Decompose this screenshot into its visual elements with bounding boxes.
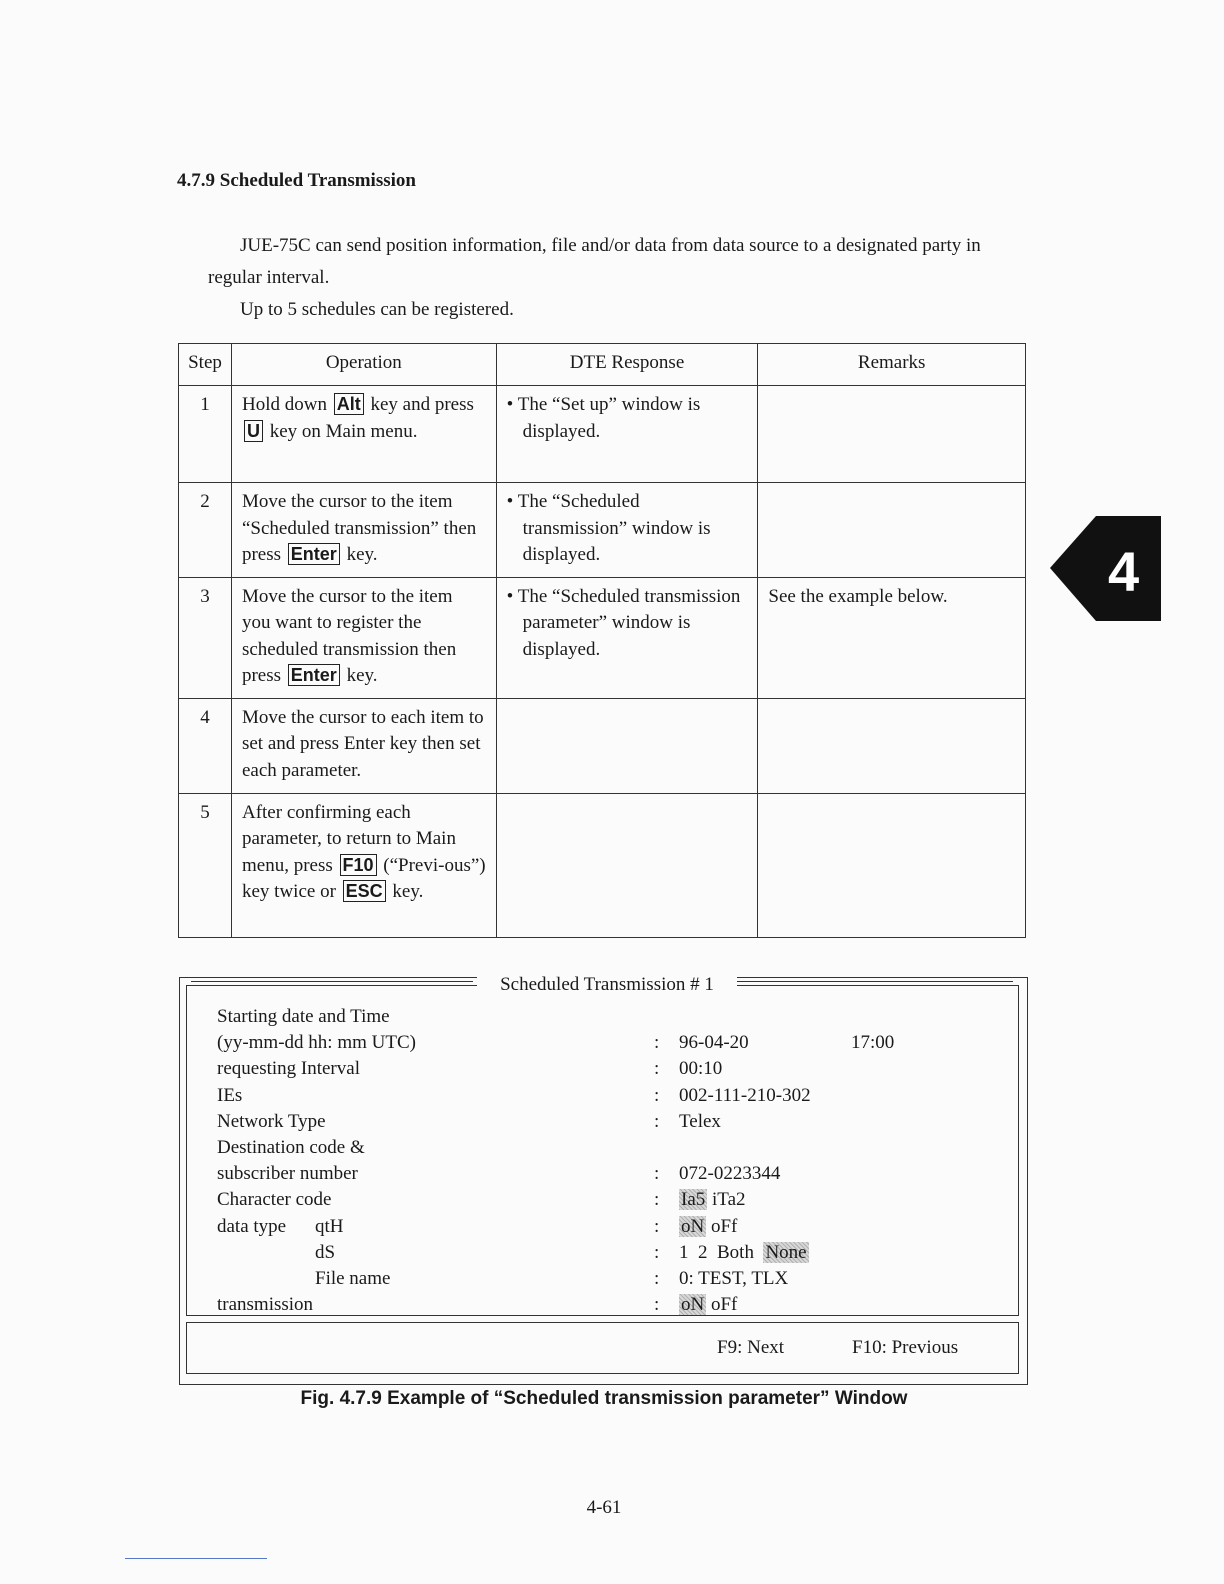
- destination-code-label: Destination code &: [217, 1136, 365, 1158]
- parameter-row[interactable]: [217, 1292, 997, 1318]
- window-footer: [186, 1322, 1019, 1374]
- response-cell: [496, 577, 758, 698]
- title-rule-right: [731, 977, 1013, 982]
- step-number: 4: [179, 698, 232, 793]
- remarks-cell: [758, 698, 1026, 793]
- option-1[interactable]: 1: [679, 1241, 689, 1263]
- intro-text: JUE-75C can send position information, file and/or data from data source to a designated party in regular interval.: [208, 235, 981, 288]
- option-off[interactable]: oFf: [710, 1215, 738, 1237]
- colon: :: [654, 1241, 660, 1263]
- parameter-row: [217, 1004, 997, 1030]
- header-operation: Operation: [231, 344, 496, 386]
- ies-value[interactable]: 002-111-210-302: [679, 1084, 811, 1106]
- remarks-cell: [758, 386, 1026, 483]
- response-bullet: • The “Scheduled transmission parameter” window is displayed.: [506, 585, 741, 660]
- parameter-row[interactable]: [217, 1240, 997, 1266]
- scheduled-transmission-window: [179, 974, 1028, 1385]
- colon: :: [654, 1058, 660, 1080]
- transmission-label: transmission: [217, 1294, 314, 1316]
- colon: :: [654, 1267, 660, 1289]
- operation-text: Hold down: [241, 394, 327, 415]
- network-type-label: Network Type: [217, 1110, 326, 1132]
- qth-options: [679, 1214, 737, 1240]
- operation-text: key.: [346, 665, 378, 686]
- response-cell: [496, 483, 758, 578]
- response-cell: [496, 793, 758, 937]
- file-name-label: File name: [315, 1267, 391, 1289]
- parameter-row[interactable]: [217, 1030, 997, 1056]
- subscriber-number-value[interactable]: 072-0223344: [679, 1163, 781, 1185]
- operation-text: key and press: [370, 394, 474, 415]
- option-ia5-selected[interactable]: Ia5: [681, 1189, 706, 1211]
- figure-caption: Fig. 4.7.9 Example of “Scheduled transmission parameter” Window: [300, 1388, 908, 1409]
- parameter-row[interactable]: [217, 1109, 997, 1135]
- parameter-row[interactable]: [217, 1056, 997, 1082]
- parameter-row[interactable]: [217, 1266, 997, 1292]
- previous-function-key[interactable]: F10: Previous: [852, 1337, 959, 1358]
- operation-cell: [231, 386, 496, 483]
- data-type-label: data type: [217, 1215, 287, 1237]
- parameter-row[interactable]: [217, 1161, 997, 1187]
- ds-options: [679, 1240, 809, 1266]
- table-row: [179, 483, 1026, 578]
- footer-rule: [125, 1558, 267, 1559]
- operation-cell: [231, 577, 496, 698]
- character-code-label: Character code: [217, 1189, 332, 1211]
- alt-key-icon: Alt: [334, 393, 364, 415]
- colon: :: [654, 1163, 660, 1185]
- response-text: The “Scheduled transmission parameter” window is displayed.: [517, 585, 741, 660]
- remarks-cell: [758, 483, 1026, 578]
- chapter-tab-shape: [1050, 516, 1161, 621]
- page-number: 4-61: [586, 1497, 622, 1518]
- option-on-selected[interactable]: oN: [681, 1294, 705, 1316]
- parameter-row: [217, 1135, 997, 1161]
- next-function-key[interactable]: F9: Next: [717, 1337, 785, 1358]
- table-row: [179, 386, 1026, 483]
- operation-text: key on Main menu.: [269, 420, 418, 442]
- remarks-cell: See the example below.: [758, 577, 1026, 698]
- operation-cell: [231, 483, 496, 578]
- header-step: Step: [179, 344, 232, 386]
- window-title: Scheduled Transmission # 1: [477, 972, 737, 998]
- colon: :: [654, 1110, 660, 1132]
- operation-text: key.: [392, 881, 424, 902]
- response-text: The “Set up” window is displayed.: [517, 394, 701, 442]
- colon: :: [654, 1084, 660, 1106]
- option-on-selected[interactable]: oN: [681, 1215, 705, 1237]
- table-row: [179, 698, 1026, 793]
- response-cell: [496, 698, 758, 793]
- response-text: The “Scheduled transmission” window is displayed.: [517, 491, 711, 565]
- parameter-row[interactable]: [217, 1187, 997, 1213]
- transmission-options: [679, 1292, 737, 1318]
- starting-date-label: Starting date and Time: [217, 1006, 390, 1027]
- network-type-value[interactable]: Telex: [679, 1110, 721, 1132]
- step-number: 1: [179, 386, 232, 483]
- file-name-value[interactable]: 0: TEST, TLX: [679, 1267, 789, 1289]
- operation-text: Move the cursor to the item you want to register the scheduled transmission then press: [241, 585, 457, 686]
- colon: :: [654, 1032, 660, 1054]
- colon: :: [654, 1215, 660, 1237]
- datetime-format-label: (yy-mm-dd hh: mm UTC): [217, 1032, 416, 1054]
- step-number: 3: [179, 577, 232, 698]
- parameter-row[interactable]: [217, 1214, 997, 1240]
- window-body: [186, 974, 1019, 1316]
- ds-label: dS: [315, 1241, 336, 1263]
- chapter-tab-icon: [1050, 516, 1161, 621]
- operation-cell: [231, 793, 496, 937]
- option-ita2[interactable]: iTa2: [712, 1189, 746, 1211]
- header-remarks: Remarks: [758, 344, 1026, 386]
- esc-key-icon: ESC: [343, 880, 386, 902]
- intro-paragraph: [208, 230, 1026, 294]
- enter-key-icon: Enter: [288, 664, 340, 686]
- enter-key-icon: Enter: [288, 543, 340, 565]
- colon: :: [654, 1294, 660, 1316]
- colon: :: [654, 1189, 660, 1211]
- interval-value[interactable]: 00:10: [679, 1058, 723, 1080]
- header-dte-response: DTE Response: [496, 344, 758, 386]
- qth-label: qtH: [315, 1215, 344, 1237]
- table-header-row: [179, 344, 1026, 386]
- response-bullet: • The “Set up” window is displayed.: [506, 394, 701, 442]
- operation-text: (“Previ-ous”) key twice or: [241, 854, 486, 902]
- section-title: 4.7.9 Scheduled Transmission: [177, 170, 416, 191]
- date-value[interactable]: 96-04-20: [679, 1032, 749, 1054]
- f10-key-icon: F10: [340, 854, 377, 876]
- parameter-row[interactable]: [217, 1083, 997, 1109]
- response-cell: [496, 386, 758, 483]
- u-key-icon: U: [244, 420, 263, 442]
- chapter-tab-label: 4: [1108, 540, 1140, 603]
- subscriber-number-label: subscriber number: [217, 1163, 358, 1185]
- title-rule-left: [191, 977, 473, 982]
- operation-text: key.: [346, 544, 378, 565]
- ies-label: IEs: [217, 1084, 243, 1106]
- option-none-selected[interactable]: None: [765, 1241, 807, 1263]
- table-row: [179, 577, 1026, 698]
- response-bullet: • The “Scheduled transmission” window is displayed.: [506, 491, 711, 565]
- intro-schedules-note: Up to 5 schedules can be registered.: [240, 299, 514, 320]
- operation-text: Move the cursor to the item “Scheduled transmission” then press: [241, 491, 477, 565]
- option-both[interactable]: Both: [717, 1241, 754, 1263]
- parameter-list: [217, 1004, 997, 1318]
- interval-label: requesting Interval: [217, 1058, 360, 1080]
- character-code-options: [679, 1187, 746, 1213]
- option-2[interactable]: 2: [698, 1241, 708, 1263]
- step-number: 2: [179, 483, 232, 578]
- step-number: 5: [179, 793, 232, 937]
- table-row: [179, 793, 1026, 937]
- remarks-cell: [758, 793, 1026, 937]
- operation-cell: Move the cursor to each item to set and press Enter key then set each parameter.: [231, 698, 496, 793]
- time-value[interactable]: 17:00: [851, 1032, 895, 1054]
- procedure-table: [178, 343, 1026, 938]
- option-off[interactable]: oFf: [710, 1294, 738, 1316]
- operation-text: After confirming each parameter, to return to Main menu, press: [241, 801, 456, 876]
